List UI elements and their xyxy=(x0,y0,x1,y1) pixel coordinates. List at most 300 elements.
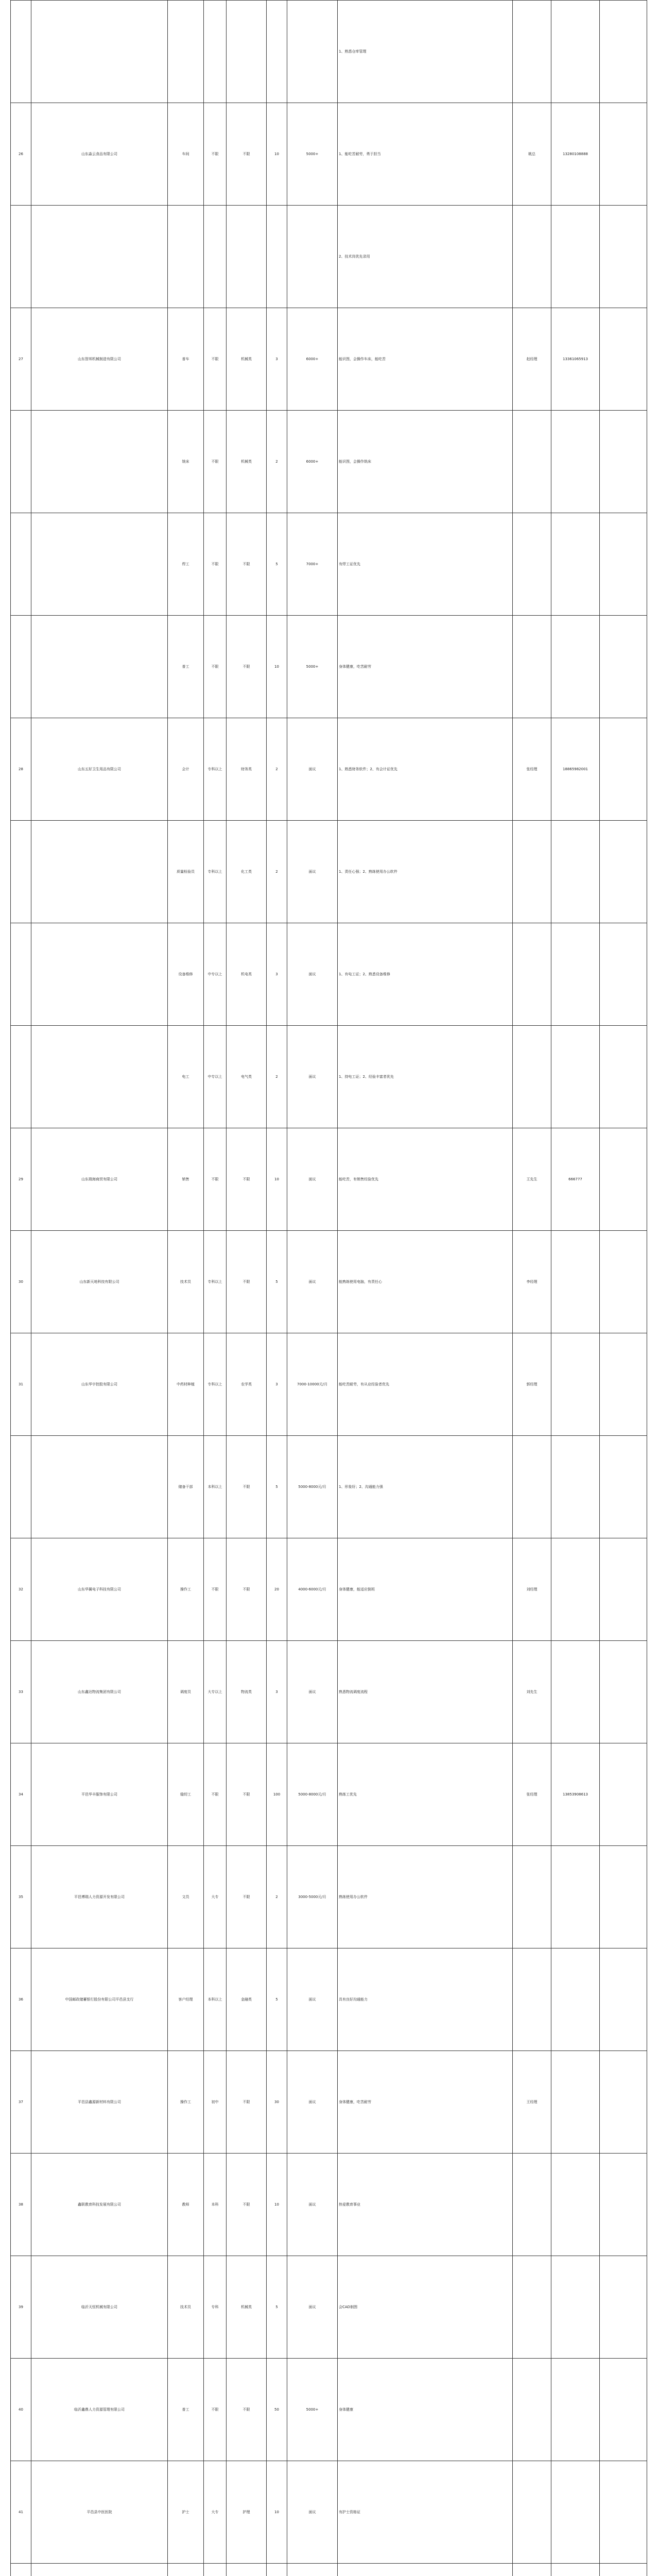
major-cell: 不限 xyxy=(227,2154,267,2256)
contact-person-cell xyxy=(513,2154,551,2256)
row-number-cell xyxy=(11,206,31,308)
headcount-cell: 30 xyxy=(267,2051,287,2154)
requirements-cell: 有焊工证优先 xyxy=(338,513,513,616)
headcount-cell: 2 xyxy=(267,411,287,513)
table-row xyxy=(11,1128,647,1231)
requirements-cell: 熟练工优先 xyxy=(338,1743,513,1846)
headcount-cell: 10 xyxy=(267,2154,287,2256)
table-row xyxy=(11,103,647,206)
company-name-cell: 山东华翼电子科技有限公司 xyxy=(31,1538,168,1641)
table-row xyxy=(11,1436,647,1538)
salary-cell: 面议 xyxy=(287,1641,338,1743)
headcount-cell: 3 xyxy=(267,1641,287,1743)
table-row xyxy=(11,1026,647,1128)
table-row xyxy=(11,616,647,718)
major-cell xyxy=(227,2564,267,2576)
headcount-cell: 2 xyxy=(267,821,287,923)
table-row xyxy=(11,2051,647,2154)
requirements-cell: 熟练使用办公软件 xyxy=(338,1846,513,1948)
major-cell: 护理 xyxy=(227,2461,267,2564)
company-name-cell xyxy=(31,2564,168,2576)
spacer-cell xyxy=(600,2051,647,2154)
job-listing-table xyxy=(10,0,647,2576)
spacer-cell xyxy=(600,103,647,206)
major-cell: 不限 xyxy=(227,2051,267,2154)
contact-phone-cell xyxy=(551,2154,600,2256)
row-number-cell xyxy=(11,411,31,513)
company-name-cell: 临沂鑫鼎人力资源管理有限公司 xyxy=(31,2359,168,2461)
contact-person-cell xyxy=(513,1,551,103)
requirements-cell: 身体健康 xyxy=(338,2359,513,2461)
major-cell: 不限 xyxy=(227,1231,267,1333)
education-cell: 中专以上 xyxy=(204,923,227,1026)
contact-person-cell xyxy=(513,513,551,616)
headcount-cell: 2 xyxy=(267,1026,287,1128)
education-cell: 初中 xyxy=(204,2051,227,2154)
headcount-cell: 5 xyxy=(267,513,287,616)
major-cell: 不限 xyxy=(227,1846,267,1948)
education-cell: 中专以上 xyxy=(204,1026,227,1128)
spacer-cell xyxy=(600,1743,647,1846)
table-row xyxy=(11,2359,647,2461)
headcount-cell: 20 xyxy=(267,1538,287,1641)
salary-cell: 面议 xyxy=(287,2154,338,2256)
job-rows xyxy=(11,1,647,2576)
requirements-cell: 热爱教育事业 xyxy=(338,2154,513,2256)
contact-person-cell: 赵经理 xyxy=(513,308,551,411)
salary-cell: 5000+ xyxy=(287,616,338,718)
headcount-cell: 10 xyxy=(267,2461,287,2564)
salary-cell: 6000+ xyxy=(287,308,338,411)
spacer-cell xyxy=(600,1846,647,1948)
row-number-cell: 36 xyxy=(11,1948,31,2051)
requirements-cell: 能吃苦耐劳，有从业经验者优先 xyxy=(338,1333,513,1436)
salary-cell: 面议 xyxy=(287,1128,338,1231)
education-cell: 不限 xyxy=(204,2359,227,2461)
company-name-cell xyxy=(31,1436,168,1538)
table-row xyxy=(11,821,647,923)
position-name-cell: 中药材种植 xyxy=(168,1333,204,1436)
salary-cell: 面议 xyxy=(287,1231,338,1333)
education-cell: 不限 xyxy=(204,616,227,718)
table-row xyxy=(11,411,647,513)
education-cell: 不限 xyxy=(204,103,227,206)
spacer-cell xyxy=(600,2256,647,2359)
contact-person-cell xyxy=(513,206,551,308)
spacer-cell xyxy=(600,2564,647,2576)
requirements-cell: 能熟练使用电脑，有责任心 xyxy=(338,1231,513,1333)
education-cell: 大专 xyxy=(204,2461,227,2564)
salary-cell xyxy=(287,1,338,103)
contact-phone-cell xyxy=(551,1026,600,1128)
company-name-cell: 平邑县鑫源新材料有限公司 xyxy=(31,2051,168,2154)
contact-phone-cell: 18865982001 xyxy=(551,718,600,821)
company-name-cell: 山东新天地科技有限公司 xyxy=(31,1231,168,1333)
major-cell: 机电类 xyxy=(227,923,267,1026)
education-cell: 不限 xyxy=(204,308,227,411)
table-row xyxy=(11,513,647,616)
major-cell: 电气类 xyxy=(227,1026,267,1128)
major-cell: 不限 xyxy=(227,1436,267,1538)
table-row xyxy=(11,1333,647,1436)
major-cell: 机械类 xyxy=(227,2256,267,2359)
requirements-cell: 能识图，会操作车床，能吃苦 xyxy=(338,308,513,411)
headcount-cell: 50 xyxy=(267,2359,287,2461)
row-number-cell xyxy=(11,1,31,103)
requirements-cell: 能吃苦，有销售经验优先 xyxy=(338,1128,513,1231)
education-cell xyxy=(204,1,227,103)
headcount-cell: 5 xyxy=(267,1231,287,1333)
company-name-cell: 平邑县中医医院 xyxy=(31,2461,168,2564)
contact-phone-cell xyxy=(551,1436,600,1538)
table-row xyxy=(11,308,647,411)
spacer-cell xyxy=(600,718,647,821)
position-name-cell: 文员 xyxy=(168,1846,204,1948)
requirements-cell: 1、能吃苦耐劳，勇于担当 xyxy=(338,103,513,206)
contact-phone-cell xyxy=(551,2256,600,2359)
headcount-cell: 5 xyxy=(267,1436,287,1538)
requirements-cell: 身体健康，吃苦耐劳 xyxy=(338,2051,513,2154)
spacer-cell xyxy=(600,308,647,411)
row-number-cell: 38 xyxy=(11,2154,31,2256)
headcount-cell: 3 xyxy=(267,1333,287,1436)
headcount-cell xyxy=(267,2564,287,2576)
major-cell: 机械类 xyxy=(227,411,267,513)
contact-phone-cell xyxy=(551,821,600,923)
contact-person-cell xyxy=(513,2461,551,2564)
requirements-cell: 会CAD制图 xyxy=(338,2256,513,2359)
contact-person-cell: 姚总 xyxy=(513,103,551,206)
row-number-cell: 35 xyxy=(11,1846,31,1948)
requirements-cell: 能识图，会操作铣床 xyxy=(338,411,513,513)
position-name-cell: 调度员 xyxy=(168,1641,204,1743)
education-cell xyxy=(204,206,227,308)
spacer-cell xyxy=(600,1026,647,1128)
position-name-cell: 客户经理 xyxy=(168,1948,204,2051)
company-name-cell xyxy=(31,616,168,718)
requirements-cell: 1、责任心强；2、熟练使用办公软件 xyxy=(338,821,513,923)
table-row xyxy=(11,1231,647,1333)
contact-person-cell xyxy=(513,411,551,513)
contact-person-cell: 郭经理 xyxy=(513,1333,551,1436)
position-name-cell: 操作工 xyxy=(168,2051,204,2154)
contact-phone-cell xyxy=(551,513,600,616)
company-name-cell xyxy=(31,1026,168,1128)
position-name-cell: 缝纫工 xyxy=(168,1743,204,1846)
position-name-cell: 普车 xyxy=(168,308,204,411)
row-number-cell: 31 xyxy=(11,1333,31,1436)
row-number-cell: 40 xyxy=(11,2359,31,2461)
education-cell: 本科以上 xyxy=(204,1436,227,1538)
education-cell: 不限 xyxy=(204,1743,227,1846)
major-cell: 机械类 xyxy=(227,308,267,411)
headcount-cell: 5 xyxy=(267,2256,287,2359)
row-number-cell: 30 xyxy=(11,1231,31,1333)
headcount-cell xyxy=(267,1,287,103)
table-row xyxy=(11,1538,647,1641)
headcount-cell: 10 xyxy=(267,1128,287,1231)
row-number-cell: 32 xyxy=(11,1538,31,1641)
spacer-cell xyxy=(600,616,647,718)
company-name-cell: 山东淼云食品有限公司 xyxy=(31,103,168,206)
requirements-cell: 1、熟悉财务软件；2、有会计证优先 xyxy=(338,718,513,821)
education-cell: 本科以上 xyxy=(204,1948,227,2051)
contact-phone-cell xyxy=(551,2359,600,2461)
position-name-cell: 销售 xyxy=(168,1128,204,1231)
education-cell: 不限 xyxy=(204,411,227,513)
contact-person-cell xyxy=(513,923,551,1026)
requirements-cell: 1、有电工证；2、熟悉设备维修 xyxy=(338,923,513,1026)
contact-phone-cell xyxy=(551,206,600,308)
education-cell: 大专 xyxy=(204,1846,227,1948)
requirements-cell: 1、持电工证；2、经验丰富者优先 xyxy=(338,1026,513,1128)
row-number-cell xyxy=(11,923,31,1026)
contact-person-cell: 刘先生 xyxy=(513,1641,551,1743)
requirements-cell: 2、技术岗优先录用 xyxy=(338,206,513,308)
headcount-cell: 2 xyxy=(267,1846,287,1948)
company-name-cell: 山东瑞海商贸有限公司 xyxy=(31,1128,168,1231)
spacer-cell xyxy=(600,513,647,616)
company-name-cell xyxy=(31,821,168,923)
salary-cell: 面议 xyxy=(287,2051,338,2154)
major-cell: 物流类 xyxy=(227,1641,267,1743)
spacer-cell xyxy=(600,1948,647,2051)
spacer-cell xyxy=(600,2461,647,2564)
contact-phone-cell xyxy=(551,923,600,1026)
salary-cell: 面议 xyxy=(287,1026,338,1128)
position-name-cell: 会计 xyxy=(168,718,204,821)
education-cell: 专科 xyxy=(204,2256,227,2359)
education-cell: 本科 xyxy=(204,2154,227,2256)
education-cell: 专科以上 xyxy=(204,821,227,923)
contact-phone-cell xyxy=(551,411,600,513)
headcount-cell: 3 xyxy=(267,923,287,1026)
spacer-cell xyxy=(600,2154,647,2256)
position-name-cell xyxy=(168,206,204,308)
headcount-cell: 100 xyxy=(267,1743,287,1846)
contact-person-cell xyxy=(513,1026,551,1128)
position-name-cell: 铣床 xyxy=(168,411,204,513)
education-cell: 不限 xyxy=(204,1538,227,1641)
position-name-cell: 护士 xyxy=(168,2461,204,2564)
contact-person-cell xyxy=(513,2359,551,2461)
contact-phone-cell: 666777 xyxy=(551,1128,600,1231)
education-cell xyxy=(204,2564,227,2576)
row-number-cell: 28 xyxy=(11,718,31,821)
major-cell xyxy=(227,1,267,103)
table-row xyxy=(11,1743,647,1846)
spacer-cell xyxy=(600,411,647,513)
headcount-cell: 5 xyxy=(267,1948,287,2051)
row-number-cell: 33 xyxy=(11,1641,31,1743)
position-name-cell: 教师 xyxy=(168,2154,204,2256)
company-name-cell xyxy=(31,923,168,1026)
spacer-cell xyxy=(600,1231,647,1333)
position-name-cell: 普工 xyxy=(168,616,204,718)
contact-phone-cell xyxy=(551,1846,600,1948)
salary-cell: 3000-5000元/月 xyxy=(287,1846,338,1948)
salary-cell: 5000-8000元/月 xyxy=(287,1436,338,1538)
education-cell: 专科以上 xyxy=(204,1231,227,1333)
row-number-cell: 37 xyxy=(11,2051,31,2154)
position-name-cell: 设备维修 xyxy=(168,923,204,1026)
table-row xyxy=(11,1846,647,1948)
company-name-cell: 山东五好卫生用品有限公司 xyxy=(31,718,168,821)
position-name-cell: 技术员 xyxy=(168,2256,204,2359)
table-row xyxy=(11,923,647,1026)
requirements-cell: 具有良好沟通能力 xyxy=(338,1948,513,2051)
major-cell: 财务类 xyxy=(227,718,267,821)
salary-cell: 面议 xyxy=(287,718,338,821)
position-name-cell: 焊工 xyxy=(168,513,204,616)
row-number-cell: 41 xyxy=(11,2461,31,2564)
spacer-cell xyxy=(600,1641,647,1743)
salary-cell: 7000-10000元/月 xyxy=(287,1333,338,1436)
table-row xyxy=(11,2564,647,2576)
row-number-cell: 27 xyxy=(11,308,31,411)
company-name-cell: 鑫联教育科技发展有限公司 xyxy=(31,2154,168,2256)
contact-person-cell xyxy=(513,1948,551,2051)
company-name-cell: 山东华宇控股有限公司 xyxy=(31,1333,168,1436)
job-listing-sheet xyxy=(10,0,647,2576)
spacer-cell xyxy=(600,1436,647,1538)
contact-person-cell xyxy=(513,1846,551,1948)
salary-cell: 6000+ xyxy=(287,411,338,513)
spacer-cell xyxy=(600,1333,647,1436)
salary-cell: 面议 xyxy=(287,1948,338,2051)
contact-phone-cell xyxy=(551,1333,600,1436)
table-row xyxy=(11,1948,647,2051)
contact-person-cell: 张经理 xyxy=(513,718,551,821)
requirements-cell: 身体健康，能适应倒班 xyxy=(338,1538,513,1641)
table-row xyxy=(11,718,647,821)
salary-cell: 面议 xyxy=(287,821,338,923)
contact-phone-cell xyxy=(551,1538,600,1641)
position-name-cell: 质量检验员 xyxy=(168,821,204,923)
major-cell: 不限 xyxy=(227,616,267,718)
contact-person-cell: 李经理 xyxy=(513,1231,551,1333)
table-row xyxy=(11,1641,647,1743)
salary-cell: 面议 xyxy=(287,923,338,1026)
headcount-cell xyxy=(267,206,287,308)
row-number-cell xyxy=(11,616,31,718)
company-name-cell xyxy=(31,513,168,616)
company-name-cell xyxy=(31,206,168,308)
table-row xyxy=(11,206,647,308)
position-name-cell: 普工 xyxy=(168,2359,204,2461)
table-row xyxy=(11,1,647,103)
salary-cell: 面议 xyxy=(287,2256,338,2359)
requirements-cell: 熟悉物流调度流程 xyxy=(338,1641,513,1743)
position-name-cell xyxy=(168,1,204,103)
education-cell: 大专以上 xyxy=(204,1641,227,1743)
salary-cell: 5000+ xyxy=(287,103,338,206)
contact-phone-cell xyxy=(551,616,600,718)
contact-person-cell xyxy=(513,2256,551,2359)
row-number-cell: 26 xyxy=(11,103,31,206)
contact-person-cell: 王先生 xyxy=(513,1128,551,1231)
requirements-cell: 身体健康，吃苦耐劳 xyxy=(338,616,513,718)
position-name-cell: 车间 xyxy=(168,103,204,206)
company-name-cell: 山东智邦机械制造有限公司 xyxy=(31,308,168,411)
spacer-cell xyxy=(600,1128,647,1231)
contact-phone-cell: 13280108888 xyxy=(551,103,600,206)
salary-cell xyxy=(287,2564,338,2576)
row-number-cell xyxy=(11,513,31,616)
company-name-cell: 山东鑫达物流集团有限公司 xyxy=(31,1641,168,1743)
headcount-cell: 3 xyxy=(267,308,287,411)
position-name-cell: 储备干部 xyxy=(168,1436,204,1538)
row-number-cell: 34 xyxy=(11,1743,31,1846)
company-name-cell: 中国邮政储蓄银行股份有限公司平邑县支行 xyxy=(31,1948,168,2051)
spacer-cell xyxy=(600,1538,647,1641)
major-cell: 不限 xyxy=(227,1128,267,1231)
major-cell xyxy=(227,206,267,308)
salary-cell: 5000+ xyxy=(287,2359,338,2461)
position-name-cell: 技术员 xyxy=(168,1231,204,1333)
company-name-cell: 平邑博瑞人力资源开发有限公司 xyxy=(31,1846,168,1948)
contact-person-cell: 刘经理 xyxy=(513,1538,551,1641)
contact-phone-cell: 13853908613 xyxy=(551,1743,600,1846)
contact-phone-cell xyxy=(551,2051,600,2154)
contact-phone-cell xyxy=(551,1641,600,1743)
table-row xyxy=(11,2256,647,2359)
contact-phone-cell xyxy=(551,1,600,103)
major-cell: 不限 xyxy=(227,2359,267,2461)
requirements-cell: 有护士资格证 xyxy=(338,2461,513,2564)
headcount-cell: 10 xyxy=(267,103,287,206)
contact-person-cell xyxy=(513,821,551,923)
spacer-cell xyxy=(600,923,647,1026)
company-name-cell: 平邑华丰服饰有限公司 xyxy=(31,1743,168,1846)
contact-person-cell xyxy=(513,1436,551,1538)
major-cell: 不限 xyxy=(227,103,267,206)
row-number-cell: 29 xyxy=(11,1128,31,1231)
position-name-cell: 电工 xyxy=(168,1026,204,1128)
contact-phone-cell xyxy=(551,2564,600,2576)
headcount-cell: 2 xyxy=(267,718,287,821)
salary-cell: 7000+ xyxy=(287,513,338,616)
major-cell: 不限 xyxy=(227,513,267,616)
requirements-cell: 1、熟悉仓库管理 xyxy=(338,1,513,103)
row-number-cell xyxy=(11,821,31,923)
contact-person-cell xyxy=(513,2564,551,2576)
salary-cell: 4000-6000元/月 xyxy=(287,1538,338,1641)
salary-cell xyxy=(287,206,338,308)
position-name-cell xyxy=(168,2564,204,2576)
major-cell: 农学类 xyxy=(227,1333,267,1436)
table-row xyxy=(11,2461,647,2564)
education-cell: 不限 xyxy=(204,513,227,616)
requirements-cell: 1、形象好；2、沟通能力强 xyxy=(338,1436,513,1538)
contact-phone-cell xyxy=(551,1948,600,2051)
spacer-cell xyxy=(600,206,647,308)
contact-phone-cell xyxy=(551,1231,600,1333)
table-row xyxy=(11,2154,647,2256)
education-cell: 专科以上 xyxy=(204,1333,227,1436)
row-number-cell xyxy=(11,2564,31,2576)
education-cell: 专科以上 xyxy=(204,718,227,821)
position-name-cell: 操作工 xyxy=(168,1538,204,1641)
contact-person-cell: 张经理 xyxy=(513,1743,551,1846)
contact-phone-cell xyxy=(551,2461,600,2564)
row-number-cell xyxy=(11,1436,31,1538)
company-name-cell xyxy=(31,1,168,103)
requirements-cell xyxy=(338,2564,513,2576)
row-number-cell xyxy=(11,1026,31,1128)
spacer-cell xyxy=(600,821,647,923)
major-cell: 不限 xyxy=(227,1538,267,1641)
